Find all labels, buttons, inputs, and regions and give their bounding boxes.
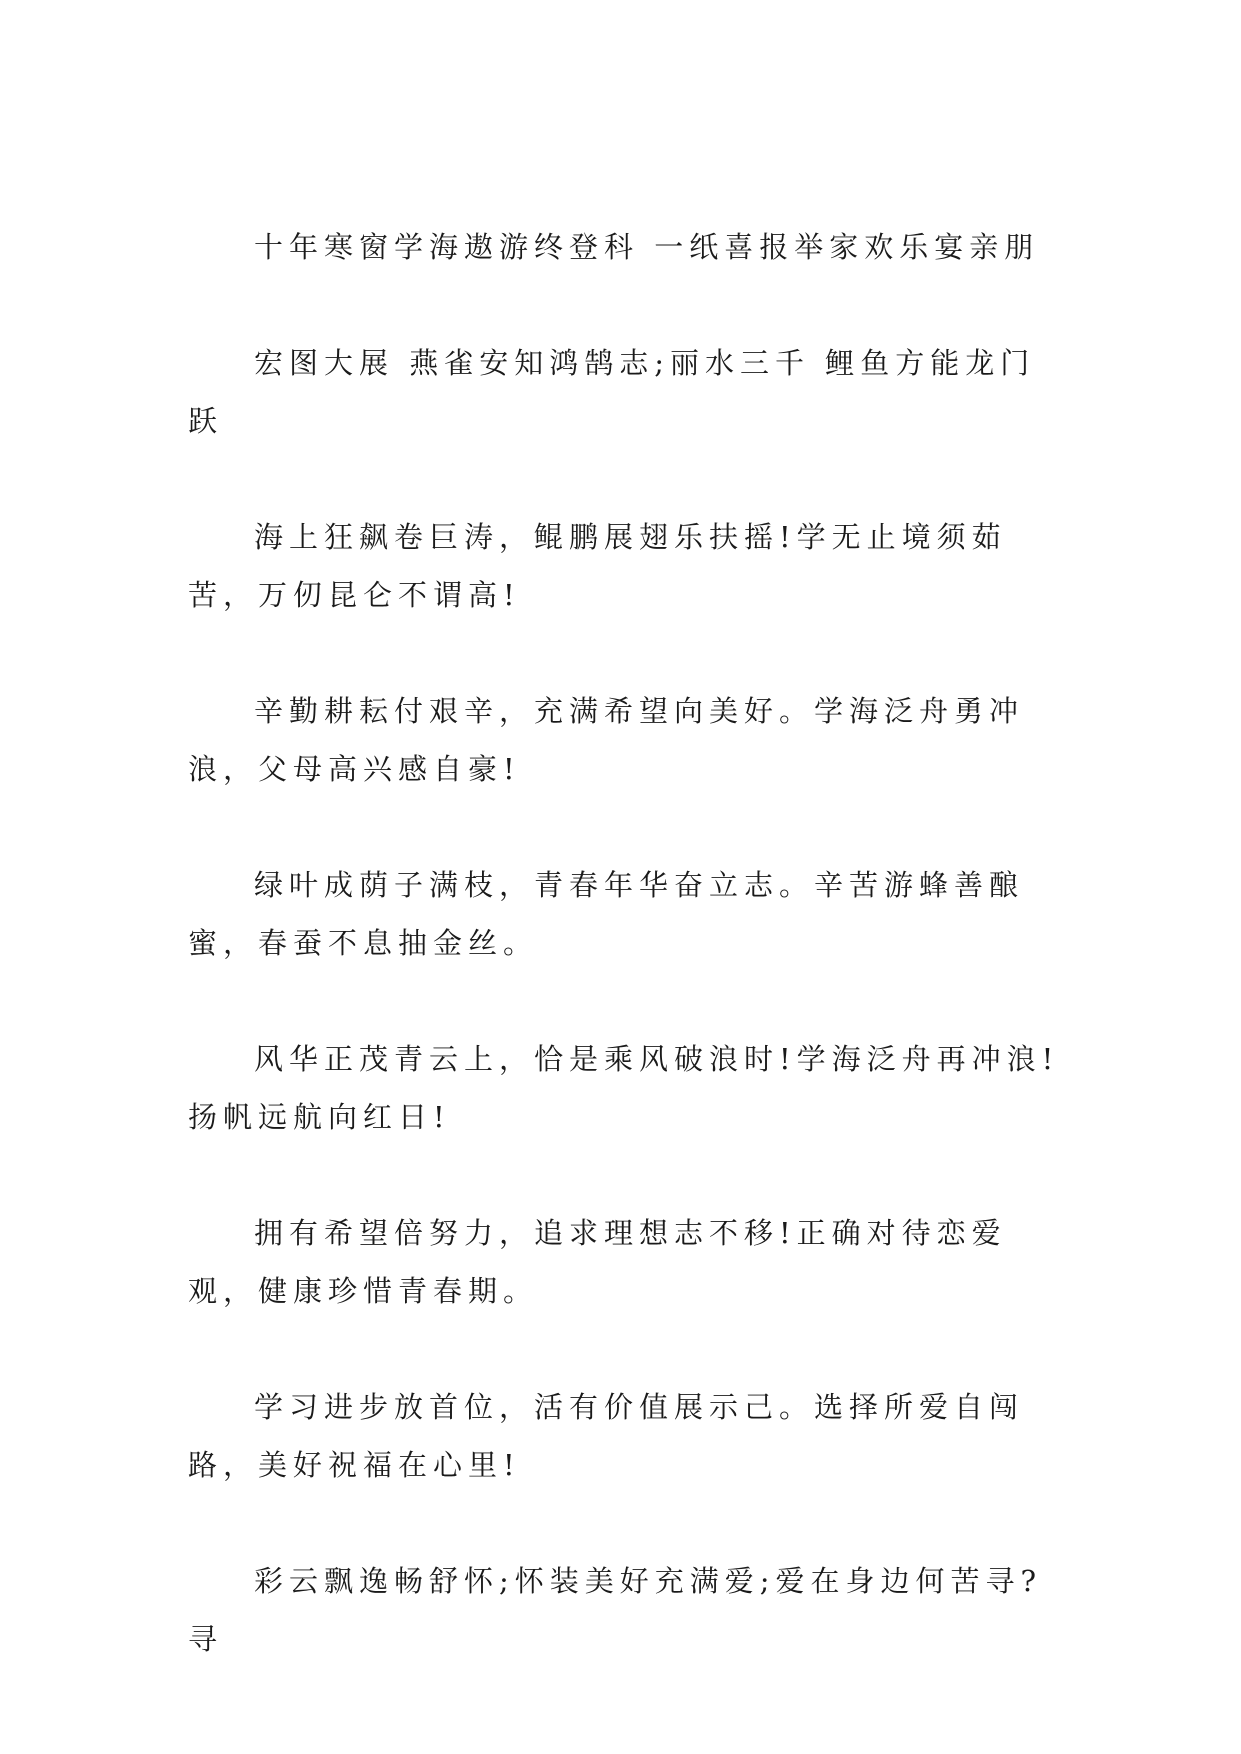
paragraph-6: 风华正茂青云上，恰是乘风破浪时!学海泛舟再冲浪!扬帆远航向红日! <box>188 1042 1060 1134</box>
paragraph-7: 拥有希望倍努力，追求理想志不移!正确对待恋爱观，健康珍惜青春期。 <box>188 1216 1007 1308</box>
paragraph-4: 辛勤耕耘付艰辛，充满希望向美好。学海泛舟勇冲浪，父母高兴感自豪! <box>188 694 1025 786</box>
paragraph-8: 学习进步放首位，活有价值展示己。选择所爱自闯路，美好祝福在心里! <box>188 1390 1025 1482</box>
paragraph-1: 十年寒窗学海遨游终登科 一纸喜报举家欢乐宴亲朋 <box>254 230 1040 264</box>
paragraph-3: 海上狂飙卷巨涛，鲲鹏展翅乐扶摇!学无止境须茹苦，万仞昆仑不谓高! <box>188 520 1007 612</box>
paragraph-2: 宏图大展 燕雀安知鸿鹄志;丽水三千 鲤鱼方能龙门跃 <box>188 346 1036 438</box>
document-body <box>188 218 1068 1668</box>
paragraph-9: 彩云飘逸畅舒怀;怀装美好充满爱;爱在身边何苦寻?寻 <box>188 1564 1043 1656</box>
paragraph-5: 绿叶成荫子满枝，青春年华奋立志。辛苦游蜂善酿蜜，春蚕不息抽金丝。 <box>188 868 1025 960</box>
